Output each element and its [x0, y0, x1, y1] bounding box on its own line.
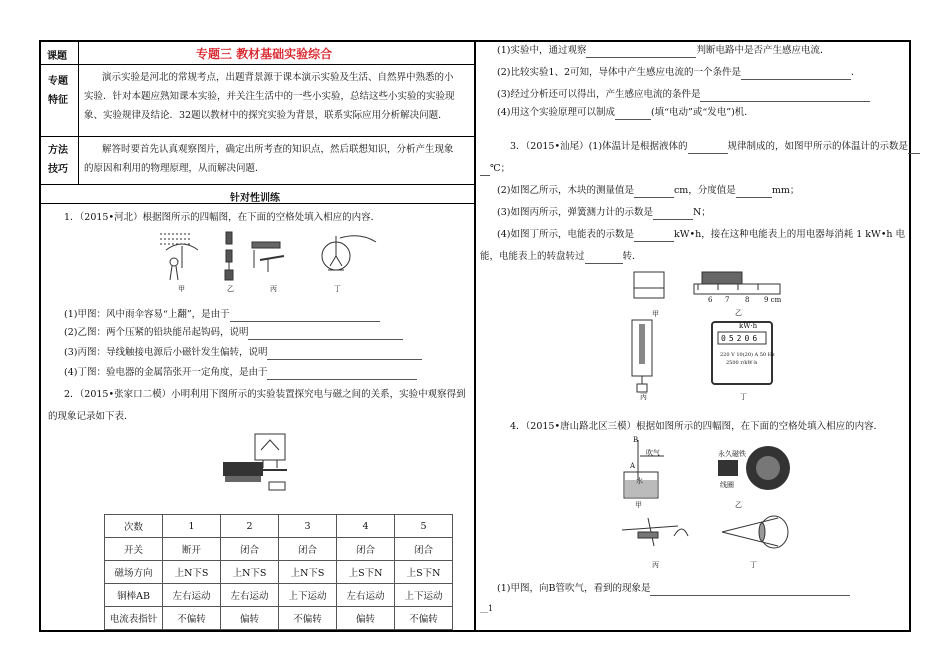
compass-figure	[252, 242, 284, 272]
answer-blank[interactable]	[480, 165, 490, 176]
answer-blank[interactable]	[634, 231, 674, 242]
q2-item-4: (4)用这个实验原理可以制成 (填“电动”或“发电”)机．	[497, 107, 754, 118]
q3-item-3: (3)如图丙所示，弹簧测力计的示数是 N；	[497, 207, 711, 218]
label-feature: 专题特征	[48, 76, 68, 106]
q3-line-2: ℃；	[480, 162, 510, 176]
answer-blank[interactable]	[650, 585, 850, 596]
q4-figures	[618, 436, 798, 576]
answer-blank[interactable]	[908, 143, 920, 154]
q1-item-1: (1)甲图：风中雨伞容易“上翻”，是由于	[64, 308, 380, 322]
row-divider	[39, 64, 475, 65]
label-a: A	[630, 462, 636, 470]
q3-cap-1: 甲	[652, 310, 659, 318]
eye-figure	[722, 516, 788, 548]
umbrella-figure	[160, 234, 198, 280]
q2-item-3: (3)经过分析还可以得出，产生感应电流的条件是	[497, 88, 870, 102]
label-water: 水	[636, 477, 643, 485]
answer-blank[interactable]	[615, 109, 651, 120]
table-row: 电流表指针 不偏转 偏转 不偏转 偏转 不偏转	[105, 607, 453, 630]
table-row: 次数 1 2 3 4 5	[105, 515, 453, 538]
method-text: 解答时要首先认真观察图片，确定出所考查的知识点，然后联想知识，分析产生现象 的原因和利用的物理原理，从而解决问题．	[84, 144, 454, 174]
q2-stem-1: 2．（2015•张家口二模）小明利用下图所示的实验装置探究电与磁之间的关系，实验中观察得到	[64, 389, 466, 400]
meter-revs: 2500 r/kW·h	[726, 360, 758, 366]
page-title: 专题三 教材基础实验综合	[196, 47, 333, 61]
answer-blank[interactable]	[267, 369, 417, 380]
label-col-divider	[78, 40, 79, 184]
q1-cap-2: 乙	[227, 285, 234, 293]
answer-blank[interactable]	[586, 47, 696, 58]
q3-cap-2: 乙	[735, 309, 742, 317]
q1-stem: 1．（2015•河北）根据图所示的四幅图，在下面的空格处填入相应的内容．	[64, 212, 381, 223]
ruler-tick-7: 7	[725, 296, 730, 304]
table-row: 开关 断开 闭合 闭合 闭合 闭合	[105, 538, 453, 561]
q2-table	[104, 514, 453, 630]
q3-figures	[628, 268, 788, 398]
q1-cap-1: 甲	[178, 285, 185, 293]
column-divider	[474, 40, 476, 632]
ruler-figure	[694, 272, 780, 294]
meter-rating: 220 V 10(20) A 50 Hz	[720, 352, 775, 358]
answer-blank[interactable]	[267, 349, 422, 360]
q3-item-4: (4)如图丁所示，电能表的示数是 kW•h，接在这种电能表上的用电器每消耗 1 kW•h 电	[497, 229, 906, 240]
q4-stem: 4．（2015•唐山路北区三模）根据如图所示的四幅图，在下面的空格处填入相应的内容．	[510, 421, 884, 432]
q1-cap-4: 丁	[334, 285, 341, 293]
meter-digits: 05206	[721, 334, 761, 343]
section-title: 针对性训练	[230, 193, 280, 204]
q3-cap-3: 丙	[640, 393, 647, 401]
q3-item-2: (2)如图乙所示，木块的测量值是 cm，分度值是 mm；	[497, 185, 800, 196]
label-topic: 课题	[47, 51, 67, 62]
answer-blank[interactable]	[736, 187, 772, 198]
label-magnet: 永久磁铁	[718, 450, 746, 458]
answer-blank[interactable]	[248, 329, 403, 340]
q1-item-4: (4)丁图：验电器的金属箔张开一定角度，是由于	[64, 366, 417, 380]
q3-line-1: 3．（2015•汕尾）(1)体温计是根据液体的 规律制成的，如图甲所示的体温计的示数是	[510, 140, 920, 154]
table-row: 磁场方向 上N下S 上N下S 上N下S 上S下N 上S下N	[105, 561, 453, 584]
rotation-figure	[622, 518, 688, 546]
answer-blank[interactable]	[585, 253, 623, 264]
answer-blank[interactable]	[230, 311, 380, 322]
ruler-tick-9: 9 cm	[764, 296, 782, 304]
table-row: 铜棒AB 左右运动 左右运动 上下运动 左右运动 上下运动	[105, 584, 453, 607]
meter-unit: kW·h	[739, 322, 758, 330]
q4-cap-3: 丙	[652, 561, 659, 569]
row-divider	[39, 136, 475, 137]
q1-figures	[150, 228, 390, 288]
q2-stem-2: 的现象记录如下表．	[48, 411, 134, 422]
answer-blank[interactable]	[653, 209, 693, 220]
q1-item-2: (2)乙图：两个压紧的铅块能吊起钩码，说明	[64, 326, 403, 340]
q3-item-4-cont: 能，电能表上的转盘转过 转．	[480, 251, 642, 262]
q3-cap-4: 丁	[740, 393, 747, 401]
q4-cap-4: 丁	[750, 561, 757, 569]
answer-blank[interactable]	[634, 187, 674, 198]
q2-item-1: (1)实验中，通过观察 判断电路中是否产生感应电流．	[497, 45, 830, 56]
thermometer-figure	[634, 272, 664, 298]
q4-cap-2: 乙	[735, 501, 742, 509]
answer-blank[interactable]	[700, 91, 870, 102]
q2-item-2: (2)比较实验1、2可知，导体中产生感应电流的一个条件是 ．	[497, 67, 861, 78]
label-method: 方法技巧	[48, 145, 68, 175]
answer-blank[interactable]	[741, 69, 851, 80]
ruler-tick-8: 8	[745, 296, 750, 304]
q2-apparatus-figure	[215, 432, 325, 504]
page-mark: __1	[480, 604, 494, 613]
label-b: B	[633, 436, 639, 444]
label-blow: 吹气	[646, 449, 660, 457]
row-divider	[39, 184, 475, 185]
answer-blank[interactable]	[688, 143, 728, 154]
spring-scale-figure	[632, 320, 652, 392]
feature-text: 演示实验是河北的常规考点，出题背景源于课本演示实验及生活、自然界中熟悉的小 实验．针对本题应熟知课本实验，并关注生活中的一些小实验，总结这些小实验的实验现 象、实验规律及结论．32题以教材中的探究实验为背景，联系实际应用分析解决问题．	[84, 72, 455, 121]
q1-cap-3: 丙	[270, 285, 277, 293]
q4-item-1: (1)甲图，向B管吹气，看到的现象是	[497, 582, 850, 596]
lead-block-figure	[225, 232, 233, 280]
label-coil: 线圈	[720, 481, 734, 489]
q1-item-3: (3)丙图：导线触接电源后小磁针发生偏转，说明	[64, 346, 422, 360]
q4-cap-1: 甲	[635, 501, 642, 509]
electroscope-figure	[322, 236, 376, 270]
ruler-tick-6: 6	[708, 296, 713, 304]
